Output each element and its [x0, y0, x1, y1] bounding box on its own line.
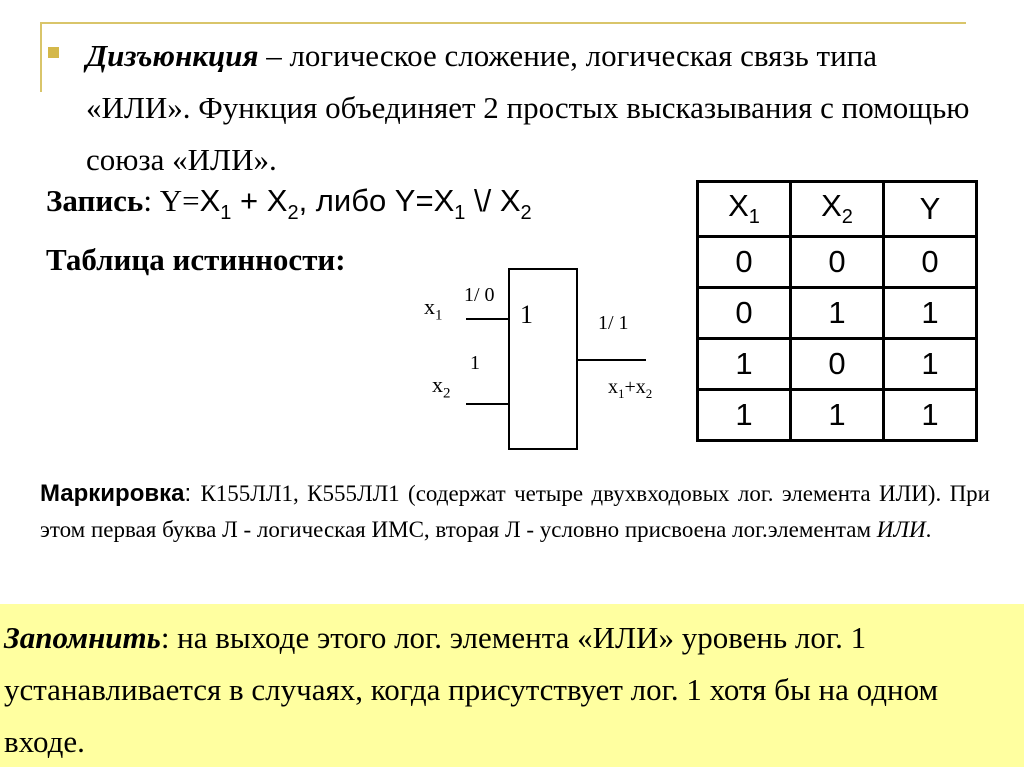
or-gate-box [508, 268, 578, 450]
table-cell: 1 [884, 339, 977, 390]
table-cell: 0 [884, 237, 977, 288]
term-disjunction: Дизъюнкция [86, 38, 259, 73]
table-cell: 1 [791, 288, 884, 339]
marking-text: К155ЛЛ1, К555ЛЛ1 (содержат четыре двухвходовых лог. элемента ИЛИ). При этом первая буква Л - логическая ИМС, вторая Л - условно присвоена лог.элементам [40, 481, 990, 542]
input-1-value: 1/ 0 [464, 284, 495, 306]
definition-paragraph [86, 30, 976, 186]
table-cell: 1 [884, 288, 977, 339]
input-2-value: 1 [470, 352, 480, 374]
remember-text: : на выходе этого лог. элемента «ИЛИ» уровень лог. 1 устанавливается в случаях, когда присутствует лог. 1 хотя бы на одном входе. [4, 620, 939, 759]
header-y: Y [884, 182, 977, 237]
output-expression: $x_1+x_2$ [608, 376, 653, 401]
title-rule-left [40, 22, 42, 92]
table-cell: 0 [791, 339, 884, 390]
truth-table [696, 180, 978, 442]
record-line: Запись: $Y=X_1 + X_2$, либо $Y=X_1$ \/ $X_2$ [46, 183, 532, 224]
table-row [698, 237, 977, 288]
truth-table-title: Таблица истинности: [46, 242, 346, 277]
marking-paragraph: Маркировка: К155ЛЛ1, К555ЛЛ1 (содержат четыре двухвходовых лог. элемента ИЛИ). При этом первая буква Л - логическая ИМС, вторая Л - условно присвоена лог.элементам ИЛИ. [40, 480, 990, 542]
input-2-label: $x_2$ [432, 372, 451, 402]
table-cell: 1 [884, 390, 977, 441]
table-row [698, 390, 977, 441]
output-wire [578, 359, 646, 361]
table-row [698, 288, 977, 339]
definition-text: – логическое сложение, логическая связь типа «ИЛИ». Функция объединяет 2 простых высказывания с помощью союза «ИЛИ». [86, 38, 970, 177]
table-cell: 1 [698, 390, 791, 441]
header-x2: $X_2$ [791, 182, 884, 237]
record-label: Запись [46, 183, 144, 218]
table-cell: 0 [698, 237, 791, 288]
table-cell: 0 [698, 288, 791, 339]
table-cell: 1 [698, 339, 791, 390]
input-1-label: $x_1$ [424, 294, 443, 324]
marking-label: Маркировка [40, 480, 185, 507]
title-rule-top [40, 22, 966, 24]
header-x1: $X_1$ [698, 182, 791, 237]
remember-label: Запомнить [4, 620, 161, 655]
input-wire-2 [466, 403, 508, 405]
input-wire-1 [466, 318, 508, 320]
table-row [698, 339, 977, 390]
truth-table-header [698, 182, 977, 237]
table-cell: 0 [791, 237, 884, 288]
output-value: 1/ 1 [598, 312, 629, 334]
remember-note [4, 612, 1019, 768]
gate-symbol: 1 [520, 300, 533, 329]
table-cell: 1 [791, 390, 884, 441]
bullet-square-icon [48, 47, 59, 58]
